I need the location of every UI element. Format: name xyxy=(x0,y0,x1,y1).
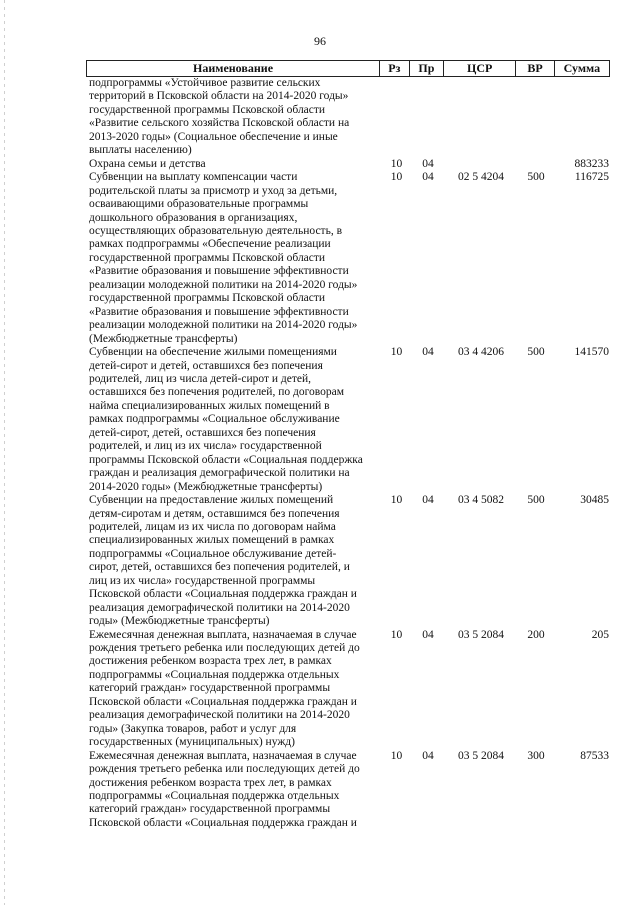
row-vr: 300 xyxy=(527,749,545,762)
row-pr: 04 xyxy=(422,157,434,170)
row-vr xyxy=(517,158,555,171)
header-rz: Рз xyxy=(379,61,409,76)
row-name-line: Псковской области «Социальная поддержка граждан и xyxy=(89,588,357,601)
row-vr: 500 xyxy=(527,494,545,507)
row-csr: 02 5 4204 xyxy=(458,171,504,184)
row-rz: 10 xyxy=(390,346,403,359)
table-row xyxy=(86,629,610,750)
row-csr xyxy=(445,77,517,158)
row-rz: 10 xyxy=(390,628,403,641)
row-name-line: оставшихся без попечения родителей, по договорам xyxy=(89,386,344,399)
row-name-line: Субвенции на обеспечение жилыми помещениями xyxy=(89,346,337,359)
row-name-line: подпрограммы «Социальная поддержка отдельных xyxy=(89,790,340,803)
row-name-line: Субвенции на предоставление жилых помещений xyxy=(89,494,334,507)
row-name-line: детей-сирот, детей, оставшихся без попечения xyxy=(89,426,316,439)
row-name-line: государственных (муниципальных) нужд) xyxy=(89,736,295,749)
row-name-line: подпрограммы «Устойчивое развитие сельских xyxy=(89,77,321,89)
row-csr xyxy=(445,158,517,171)
row-name-line: родительской платы за присмотр и уход за детьми, xyxy=(89,184,338,197)
row-sum: 141570 xyxy=(574,346,609,359)
row-name xyxy=(86,494,382,629)
row-pr: 04 xyxy=(422,628,434,641)
row-name-line: найма специализированных жилых помещений в xyxy=(89,399,330,412)
row-sum: 205 xyxy=(591,628,609,641)
row-name-line: категорий граждан» государственной программы xyxy=(89,682,331,695)
row-rz xyxy=(382,77,411,158)
row-name-line: сирот, детей, оставшихся без попечения родителей, и xyxy=(89,561,350,574)
row-pr: 04 xyxy=(422,494,434,507)
table-row xyxy=(86,346,610,494)
row-name xyxy=(86,77,382,158)
header-name: Наименование xyxy=(193,61,274,75)
row-name-line: программы Псковской области «Социальная поддержка xyxy=(89,453,363,466)
header-vr: ВР xyxy=(515,61,554,76)
row-name-line: Охрана семьи и детства xyxy=(89,157,206,170)
row-name-line: выплаты населению) xyxy=(89,144,192,157)
row-name-line: 2013-2020 годы» (Социальное обеспечение и иные xyxy=(89,130,338,143)
table-header xyxy=(86,60,610,77)
row-name-line: «Развитие образования и повышение эффективности xyxy=(89,265,349,278)
row-csr: 03 5 2084 xyxy=(458,749,504,762)
row-name-line: категорий граждан» государственной программы xyxy=(89,803,331,816)
row-name-line: рождения третьего ребенка или последующих детей до xyxy=(89,642,360,655)
row-name-line: рамках подпрограммы «Обеспечение реализации xyxy=(89,238,331,251)
row-vr xyxy=(517,77,555,158)
row-pr xyxy=(411,77,445,158)
row-name-line: реализации молодежной политики на 2014-2020 годы» xyxy=(89,278,358,291)
row-name-line: (Межбюджетные трансферты) xyxy=(89,332,238,345)
row-rz: 10 xyxy=(390,749,403,762)
row-name-line: реализация демографической политики на 2014-2020 xyxy=(89,601,350,614)
table-row xyxy=(86,158,610,171)
row-pr: 04 xyxy=(422,346,434,359)
row-name-line: реализация демографической политики на 2014-2020 xyxy=(89,709,350,722)
row-name-line: 2014-2020 годы» (Межбюджетные трансферты) xyxy=(89,480,323,493)
row-name xyxy=(86,171,382,346)
row-name-line: годы» (Межбюджетные трансферты) xyxy=(89,615,270,628)
row-rz: 10 xyxy=(390,171,403,184)
row-name-line: Ежемесячная денежная выплата, назначаемая в случае xyxy=(89,628,357,641)
table-row xyxy=(86,494,610,629)
row-name-line: рождения третьего ребенка или последующих детей до xyxy=(89,763,360,776)
row-csr: 03 4 4206 xyxy=(458,346,504,359)
row-name-line: достижения ребенком возраста трех лет, в рамках xyxy=(89,776,332,789)
row-name-line: родителей, лицам из их числа по договорам найма xyxy=(89,520,336,533)
row-csr: 03 4 5082 xyxy=(458,494,504,507)
row-name-line: детям-сиротам и детям, оставшимся без попечения xyxy=(89,507,340,520)
row-sum: 883233 xyxy=(574,157,609,170)
row-pr: 04 xyxy=(422,171,434,184)
row-name-line: территорий в Псковской области на 2014-2020 годы» xyxy=(89,90,349,103)
row-name-line: годы» (Закупка товаров, работ и услуг для xyxy=(89,722,297,735)
row-name-line: государственной программы Псковской области xyxy=(89,292,326,305)
row-name-line: родителей, и лиц из их числа» государственной xyxy=(89,440,322,453)
table-row xyxy=(86,77,610,158)
row-vr: 200 xyxy=(527,628,545,641)
row-name-line: Ежемесячная денежная выплата, назначаемая в случае xyxy=(89,749,357,762)
row-name-line: «Развитие сельского хозяйства Псковской области на xyxy=(89,117,350,130)
row-name-line: рамках подпрограммы «Социальное обслуживание xyxy=(89,413,340,426)
page-number: 96 xyxy=(314,34,326,48)
table-row xyxy=(86,750,610,831)
row-name-line: дошкольного образования в организациях, xyxy=(89,211,298,224)
row-rz: 10 xyxy=(390,494,403,507)
row-name-line: специализированных жилых помещений в рамках xyxy=(89,534,335,547)
row-name-line: родителей, лиц из числа детей-сирот и детей, xyxy=(89,372,312,385)
row-name xyxy=(86,158,382,171)
row-name-line: государственной программы Псковской области xyxy=(89,251,326,264)
row-name-line: подпрограммы «Социальная поддержка отдельных xyxy=(89,668,340,681)
table-row xyxy=(86,171,610,346)
scan-edge-artifact xyxy=(4,0,5,905)
budget-table xyxy=(86,60,610,830)
row-name xyxy=(86,629,382,750)
row-pr: 04 xyxy=(422,749,434,762)
row-name-line: Субвенции на выплату компенсации части xyxy=(89,171,298,184)
row-name-line: «Развитие образования и повышение эффективности xyxy=(89,305,349,318)
row-vr: 500 xyxy=(527,171,545,184)
row-sum: 87533 xyxy=(580,749,609,762)
header-pr: Пр xyxy=(409,61,444,76)
row-name-line: детей-сирот и детей, оставшихся без попечения xyxy=(89,359,323,372)
row-name-line: осваивающими образовательные программы xyxy=(89,198,309,211)
row-sum: 30485 xyxy=(580,494,609,507)
row-name-line: осуществляющих образовательную деятельность, в xyxy=(89,224,342,237)
row-rz: 10 xyxy=(390,157,403,170)
row-name-line: реализации молодежной политики на 2014-2020 годы» xyxy=(89,319,358,332)
row-name-line: граждан и реализация демографической политики на xyxy=(89,467,350,480)
table-body xyxy=(86,77,610,830)
header-sum: Сумма xyxy=(554,61,609,76)
row-name-line: лиц из их числа» государственной программы xyxy=(89,574,316,587)
row-sum: 116725 xyxy=(574,171,609,184)
row-name xyxy=(86,750,382,831)
row-name-line: государственной программы Псковской области xyxy=(89,103,326,116)
row-csr: 03 5 2084 xyxy=(458,628,504,641)
row-name xyxy=(86,346,382,494)
row-vr: 500 xyxy=(527,346,545,359)
row-name-line: достижения ребенком возраста трех лет, в рамках xyxy=(89,655,332,668)
header-csr: ЦСР xyxy=(443,61,515,76)
row-name-line: Псковской области «Социальная поддержка граждан и xyxy=(89,816,357,829)
row-sum xyxy=(555,77,610,158)
row-name-line: Псковской области «Социальная поддержка граждан и xyxy=(89,695,357,708)
row-name-line: подпрограммы «Социальное обслуживание детей- xyxy=(89,547,337,560)
